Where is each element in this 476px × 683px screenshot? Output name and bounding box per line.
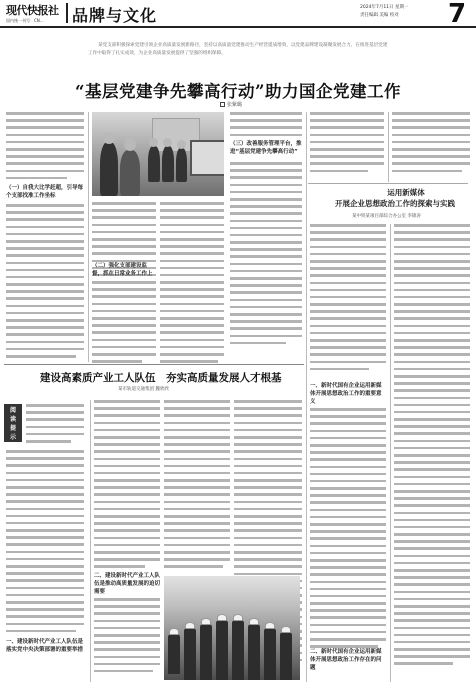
article1-col2-text	[92, 202, 156, 367]
article1-photo	[92, 112, 224, 196]
reader-tip-text	[26, 404, 84, 447]
photo-helmet	[185, 622, 195, 629]
article3-headline: 建设高素质产业工人队伍 夯实高质量发展人才根基	[40, 372, 282, 384]
photo-helmet	[281, 626, 291, 633]
reader-tip-char: 读	[9, 416, 16, 423]
photo-worker	[232, 620, 244, 680]
logo-subline: 国内统一刊号：CN…	[6, 18, 44, 23]
article2-col2-text	[394, 224, 470, 670]
reader-tip-box	[4, 404, 22, 442]
article2-subhead-1: 一、新时代国有企业运用新媒体开展思想政治工作的重要意义	[310, 383, 382, 405]
article3-photo	[164, 576, 300, 680]
article2-title: 开展企业思想政治工作的探索与实践	[335, 199, 455, 208]
photo-person-head	[124, 138, 136, 151]
photo-worker	[184, 628, 196, 680]
photo-helmet	[201, 618, 211, 625]
section-title: 品牌与文化	[72, 6, 158, 25]
article2-byline: 某中铁某项目部综合办公室 李锦涛	[352, 214, 421, 219]
right-col-top-text-2	[392, 112, 470, 177]
header-meta	[360, 4, 440, 20]
photo-person-head	[163, 138, 172, 147]
date-line: 2024年7月11日 星期一	[360, 5, 409, 10]
column-rule	[88, 112, 89, 362]
column-rule	[388, 112, 389, 182]
article3-byline: 某市轨道交通集团 魏欣欣	[118, 387, 169, 392]
photo-helmet	[249, 618, 259, 625]
article2-col1-text-2	[310, 408, 386, 652]
intro-paragraph: 某党支部积极探索党建引领企业高质量发展新路径，坚持以高质量党建推动生产经营提质增效，以党建品牌建设凝聚发展合力，在推进基层党建工作中取得了扎实成效，为企业高质量发展提供了坚强的组织保障。	[88, 43, 388, 56]
photo-helmet	[233, 614, 243, 621]
article2-rule	[308, 183, 468, 184]
photo-worker	[264, 628, 276, 680]
article1-subhead-1: （一）自我大比学赶超，引导每个支部找准工作坐标	[6, 185, 84, 199]
article2-label: 运用新媒体	[387, 188, 425, 197]
photo-worker	[168, 634, 180, 674]
article1-col1-text-2	[6, 204, 84, 362]
column-rule	[306, 112, 307, 682]
masthead	[0, 0, 476, 28]
article3-col1-text	[6, 450, 84, 637]
photo-helmet	[265, 622, 275, 629]
article1-subhead-3: （三）改善服务管理平台，推进“基层党建争先攀高行动”	[230, 141, 302, 155]
photo-person	[120, 150, 140, 196]
article3-subhead-2: 二、建设新时代产业工人队伍是推动高质量发展的迫切需要	[94, 573, 161, 595]
reader-tip-char: 示	[9, 434, 16, 441]
right-col-top-text	[310, 112, 384, 177]
photo-worker	[216, 620, 228, 680]
photo-worker	[200, 624, 212, 680]
article3-col2-text	[94, 400, 160, 573]
photo-person-head	[177, 140, 186, 149]
photo-helmet	[169, 628, 179, 635]
photo-worker	[280, 632, 292, 680]
header-divider	[66, 3, 68, 23]
photo-person	[148, 146, 160, 182]
article1-col3-text	[160, 202, 224, 367]
photo-person-head	[103, 132, 115, 144]
page-number: 7	[448, 0, 467, 29]
article1-col1-text	[6, 112, 84, 184]
photo-person	[176, 148, 187, 182]
article1-col4-text-2	[230, 162, 302, 349]
article1-col4-text	[230, 112, 302, 141]
column-rule	[90, 400, 91, 682]
article3-col2-text-2	[94, 598, 160, 677]
photo-person	[162, 146, 174, 182]
photo-person	[100, 142, 118, 196]
article2-subhead-2: 二、新时代国有企业运用新媒体开展思想政治工作存在的问题	[310, 649, 382, 671]
newspaper-logo: 现代快报社	[6, 4, 59, 17]
article1-subhead-2: （二）强化支部建设监督，抓在日常业务工作上	[92, 263, 153, 277]
photo-person-head	[149, 138, 158, 147]
column-rule	[390, 224, 391, 682]
reader-tip-char: 提	[9, 425, 16, 432]
reader-tip-char: 阅	[9, 407, 16, 414]
article1-author: 张紫璐	[227, 102, 243, 108]
photo-display-board	[190, 140, 224, 176]
byline-square-icon	[220, 102, 225, 107]
article1-headline: “基层党建争先攀高行动”助力国企党建工作	[75, 82, 401, 101]
article3-subhead-1: 一、建设新时代产业工人队伍是落实党中央决策部署的重要举措	[6, 639, 84, 653]
article3-col3-text	[164, 400, 230, 573]
photo-helmet	[217, 614, 227, 621]
photo-worker	[248, 624, 260, 680]
article2-col1-text	[310, 224, 386, 375]
editor-line: 责任编辑 美编 校对	[360, 13, 399, 18]
article1-byline	[220, 101, 242, 108]
